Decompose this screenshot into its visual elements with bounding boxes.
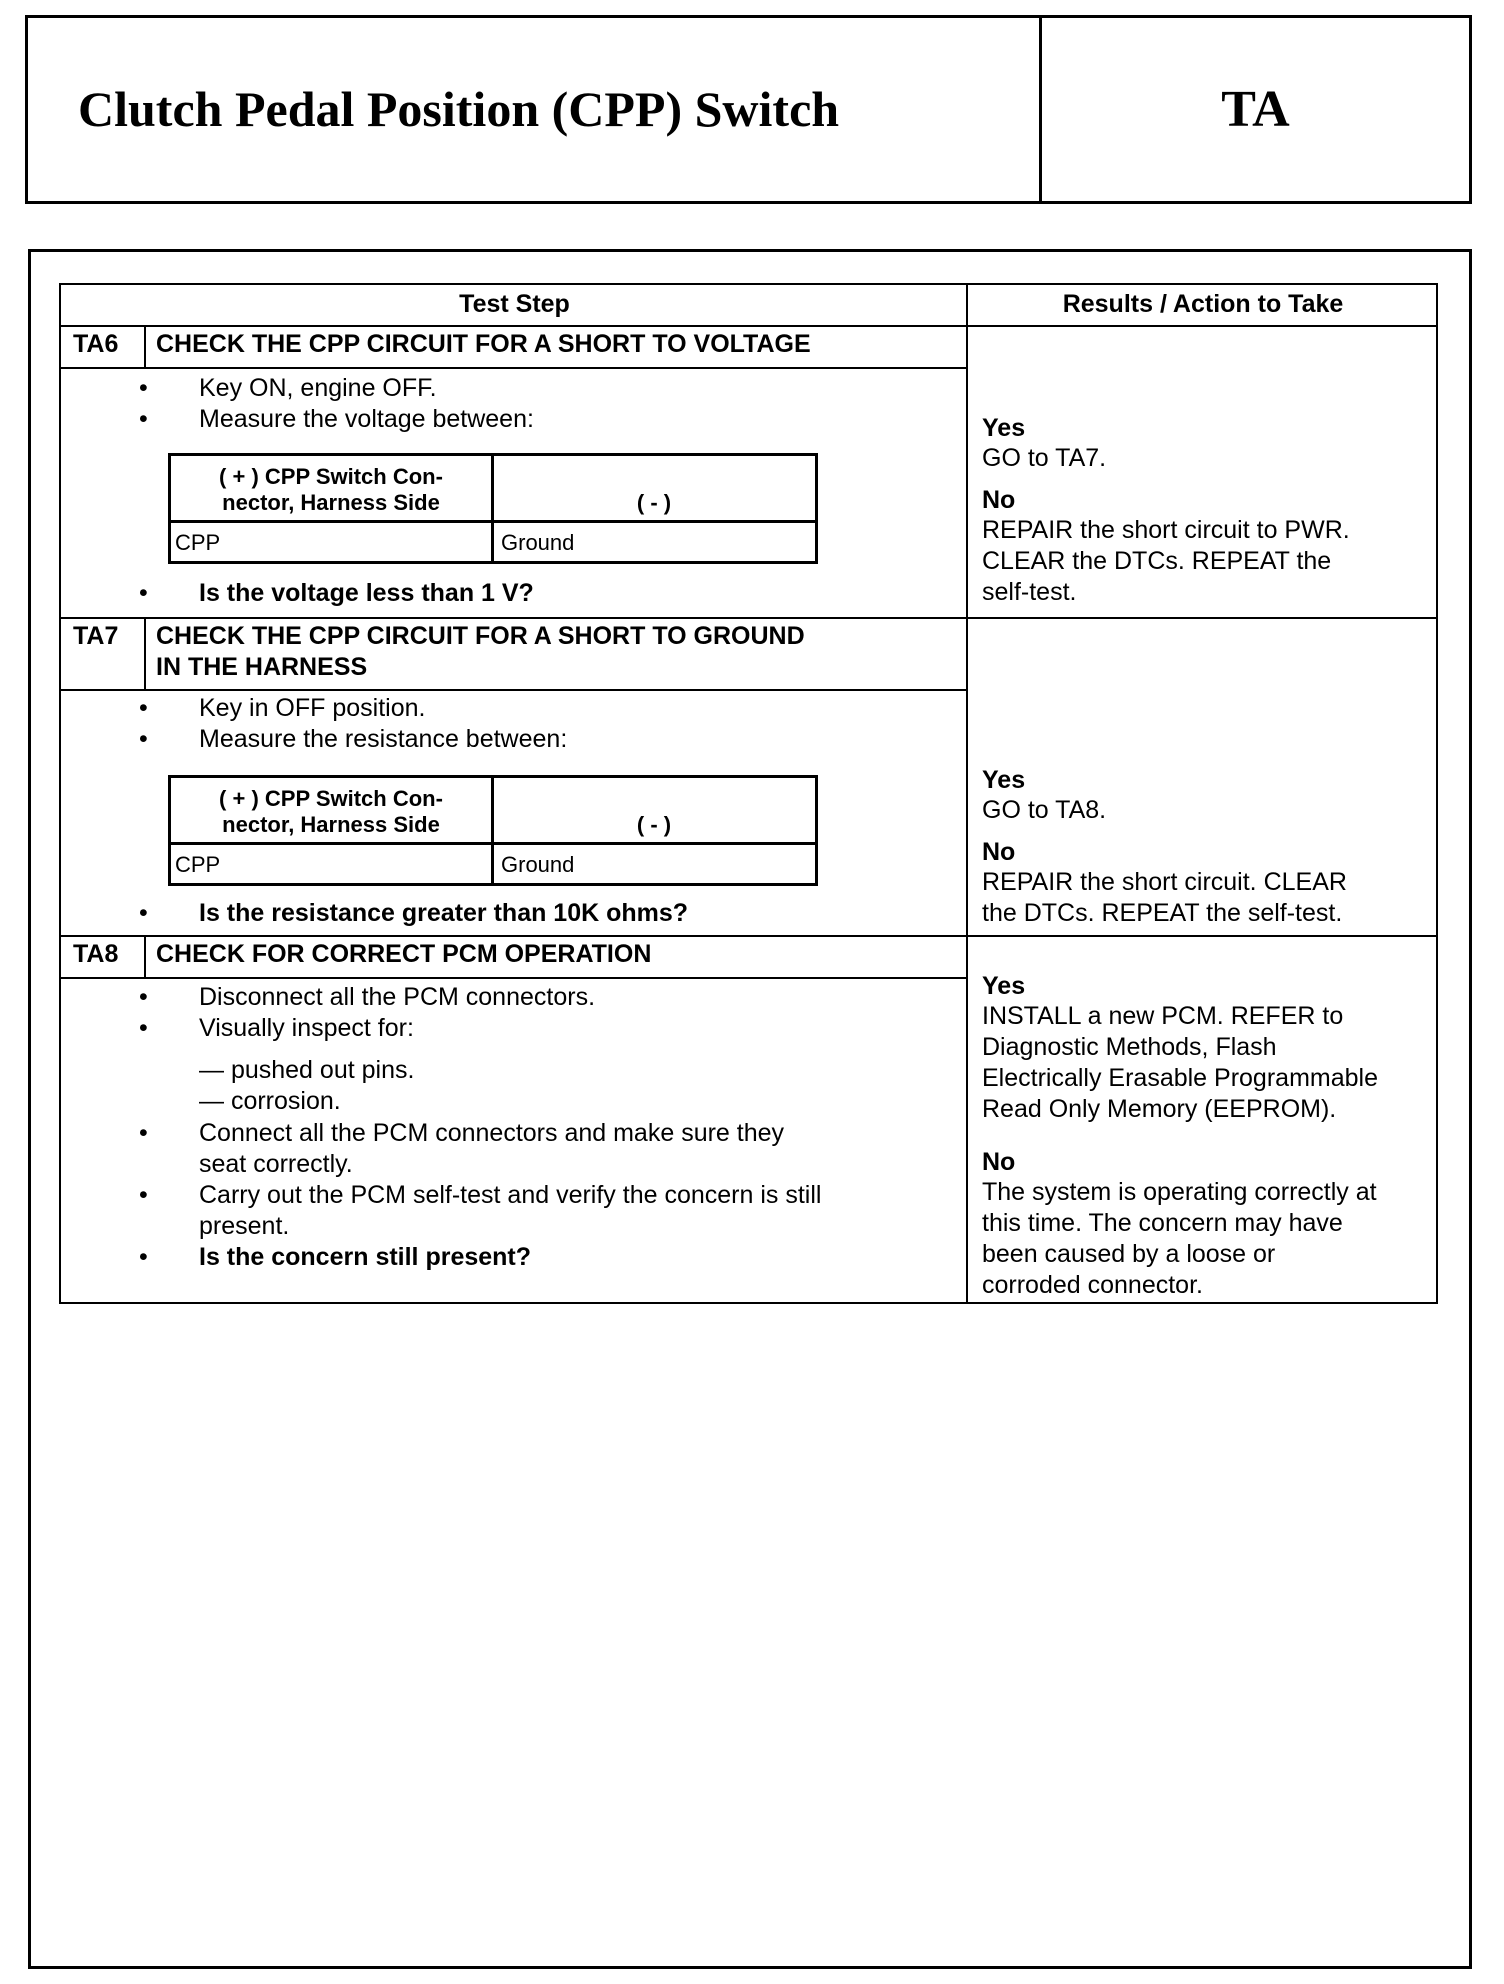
- step-title: CHECK THE CPP CIRCUIT FOR A SHORT TO GROUND IN THE HARNESS: [156, 622, 805, 681]
- yes-label: Yes: [982, 414, 1026, 442]
- bullet-text: Key ON, engine OFF.: [199, 374, 437, 402]
- bullet: •: [139, 1014, 148, 1042]
- bullet: •: [139, 694, 148, 722]
- yes-label: Yes: [982, 972, 1026, 1000]
- bullet: •: [139, 1181, 148, 1209]
- inner-header-negative: ( - ): [636, 812, 672, 837]
- bullet-text: Measure the resistance between:: [199, 725, 568, 753]
- bullet-text: Key in OFF position.: [199, 694, 426, 722]
- no-action: REPAIR the short circuit. CLEAR the DTCs. REPEAT the self-test.: [982, 868, 1347, 927]
- inner-cell: Ground: [501, 852, 575, 877]
- inner-header-positive: ( + ) CPP Switch Con- nector, Harness Side: [219, 464, 443, 515]
- header-box: [25, 15, 1472, 204]
- inner-header-positive: ( + ) CPP Switch Con- nector, Harness Side: [219, 786, 443, 837]
- bullet-text: Carry out the PCM self-test and verify the concern is still present.: [199, 1181, 822, 1240]
- step-title: CHECK THE CPP CIRCUIT FOR A SHORT TO VOLTAGE: [156, 330, 811, 358]
- step-title: CHECK FOR CORRECT PCM OPERATION: [156, 940, 652, 968]
- bullet: •: [139, 405, 148, 433]
- question: Is the voltage less than 1 V?: [199, 579, 534, 607]
- yes-action: INSTALL a new PCM. REFER to Diagnostic Methods, Flash Electrically Erasable Programmable Read Only Memory (EEPROM).: [982, 1002, 1378, 1123]
- inner-cell: Ground: [501, 530, 575, 555]
- row-divider: [61, 325, 1438, 327]
- step-id: TA6: [73, 330, 119, 358]
- no-action: REPAIR the short circuit to PWR. CLEAR the DTCs. REPEAT the self-test.: [982, 516, 1350, 606]
- no-label: No: [982, 486, 1016, 514]
- row-divider: [61, 617, 1438, 619]
- measurement-table: [168, 453, 818, 564]
- bullet-text: Visually inspect for:: [199, 1014, 414, 1042]
- page-title: Clutch Pedal Position (CPP) Switch: [78, 81, 840, 137]
- step-id: TA7: [73, 622, 119, 650]
- yes-action: GO to TA7.: [982, 444, 1107, 472]
- no-label: No: [982, 838, 1016, 866]
- inner-cell: CPP: [175, 530, 221, 555]
- col-header-test-step: Test Step: [459, 290, 570, 318]
- bullet-text: Disconnect all the PCM connectors.: [199, 983, 596, 1011]
- bullet-text: Connect all the PCM connectors and make sure they seat correctly.: [199, 1119, 785, 1178]
- col-header-results: Results / Action to Take: [1062, 290, 1344, 318]
- yes-action: GO to TA8.: [982, 796, 1107, 824]
- test-step-table: [59, 283, 1438, 1304]
- id-divider: [144, 325, 146, 367]
- bullet: •: [139, 725, 148, 753]
- bullet: •: [139, 1243, 148, 1271]
- question: Is the concern still present?: [199, 1243, 532, 1271]
- measurement-table: [168, 775, 818, 886]
- question: Is the resistance greater than 10K ohms?: [199, 899, 689, 927]
- column-divider: [966, 285, 968, 1304]
- id-divider: [144, 617, 146, 689]
- row-divider: [61, 367, 968, 369]
- row-divider: [61, 935, 1438, 937]
- divider: [171, 842, 815, 845]
- step-id: TA8: [73, 940, 119, 968]
- divider: [171, 520, 815, 523]
- inner-header-negative: ( - ): [636, 490, 672, 515]
- bullet-text: Measure the voltage between:: [199, 405, 534, 433]
- bullet: •: [139, 899, 148, 927]
- yes-label: Yes: [982, 766, 1026, 794]
- row-divider: [61, 977, 968, 979]
- id-divider: [144, 935, 146, 977]
- row-divider: [61, 689, 968, 691]
- dash-item: — pushed out pins.: [199, 1056, 415, 1084]
- bullet: •: [139, 579, 148, 607]
- no-label: No: [982, 1148, 1016, 1176]
- bullet: •: [139, 374, 148, 402]
- inner-cell: CPP: [175, 852, 221, 877]
- no-action: The system is operating correctly at this time. The concern may have been caused by a loose or corroded connector.: [982, 1178, 1377, 1299]
- section-code: TA: [1221, 81, 1290, 138]
- bullet: •: [139, 1119, 148, 1147]
- bullet: •: [139, 983, 148, 1011]
- dash-item: — corrosion.: [199, 1087, 341, 1115]
